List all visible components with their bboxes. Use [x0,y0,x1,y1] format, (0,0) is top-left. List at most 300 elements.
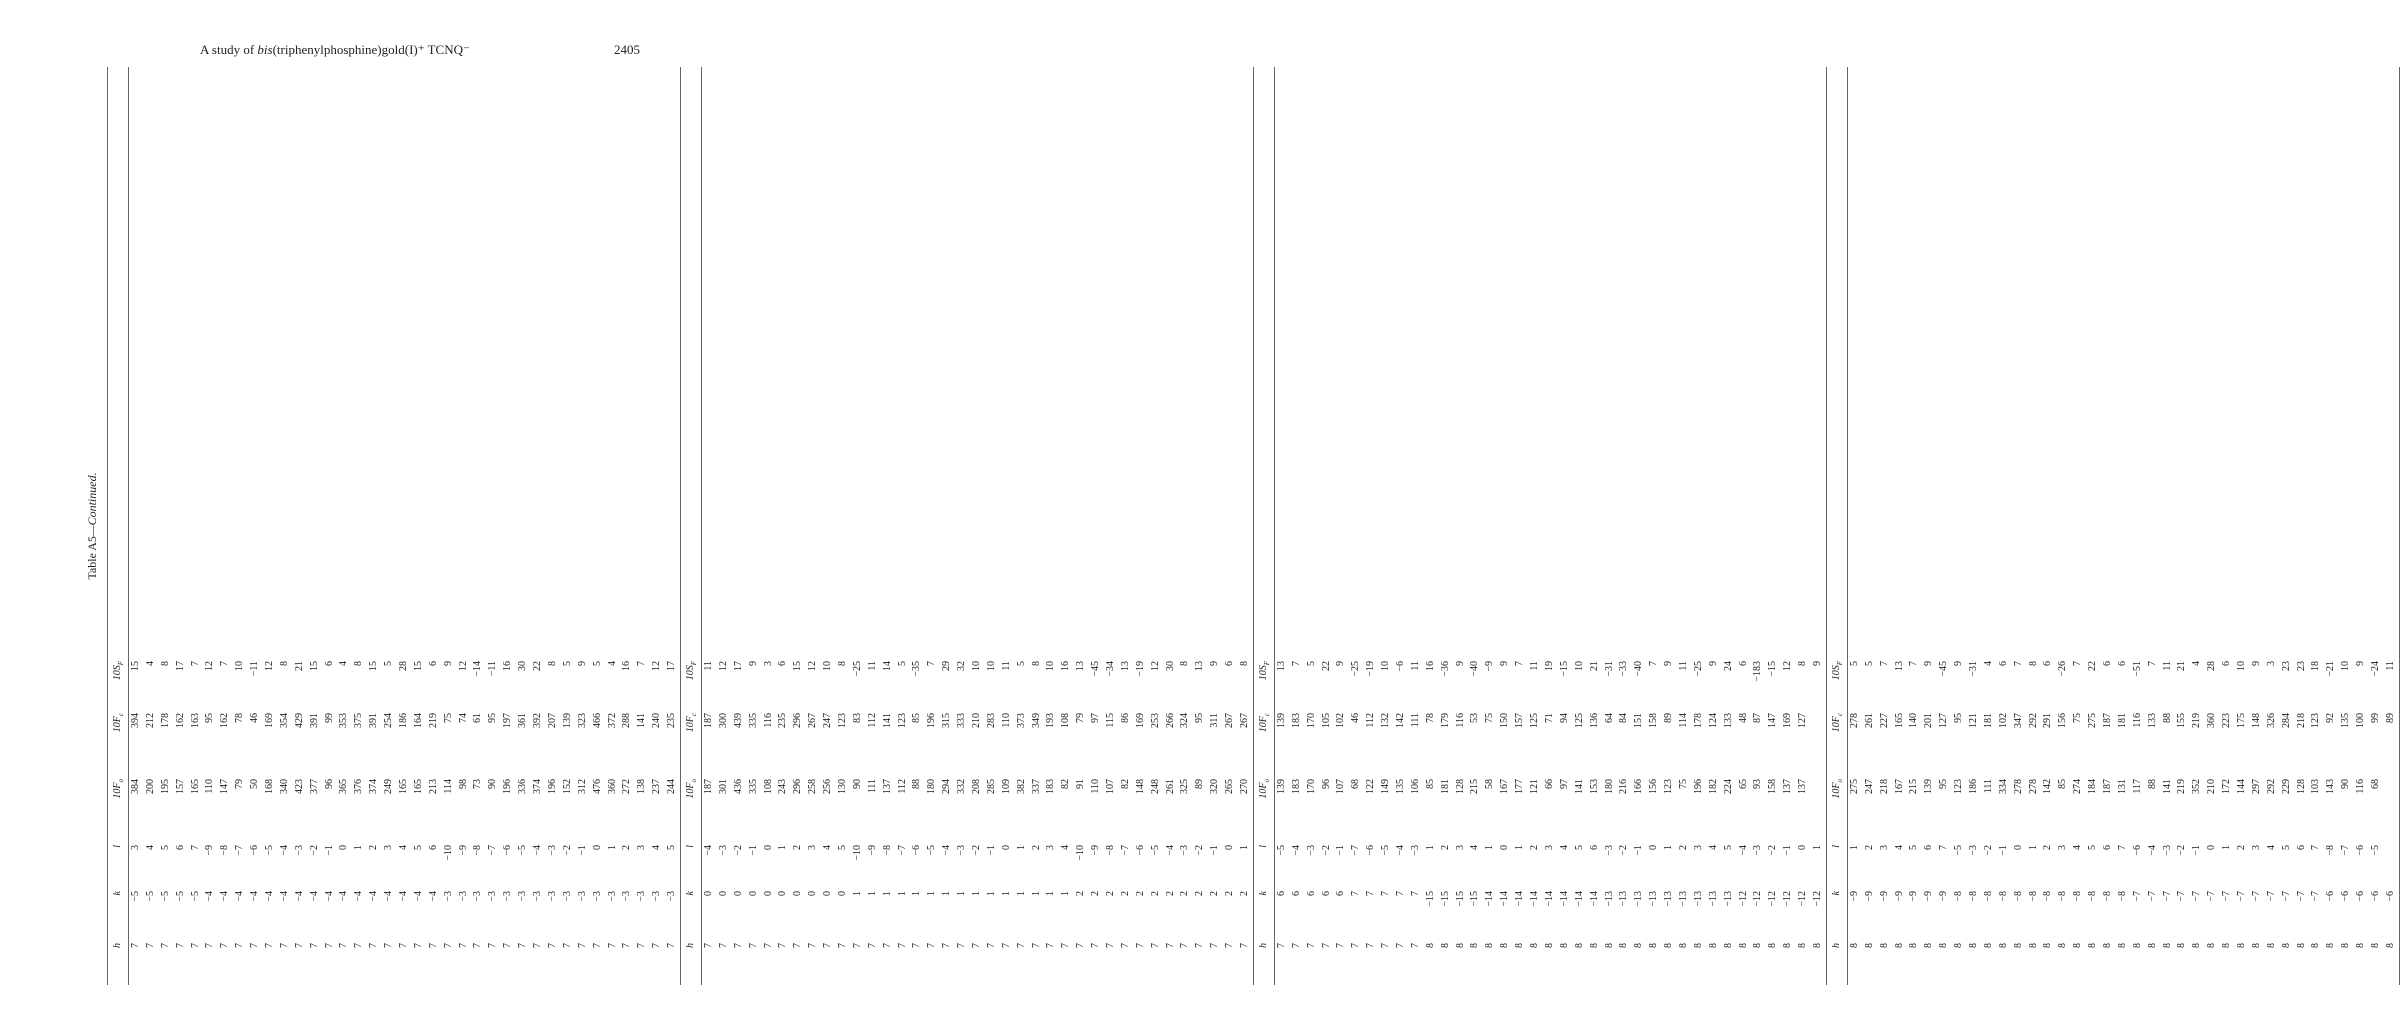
table-cell: −3 [1179,845,1191,856]
table-row [1364,67,1379,985]
table-cell: −4 [383,891,395,902]
table-row [1863,67,1878,985]
table-cell: 283 [985,713,997,728]
table-cell: 5 [1722,845,1734,850]
table-cell: 5 [159,845,171,850]
table-row [881,67,896,985]
table-row [2339,67,2354,985]
table-cell: 315 [941,713,953,728]
table-cell: 0 [717,891,729,896]
table-cell: −4 [278,845,290,856]
table-cell: 157 [174,779,186,794]
table-cell: −5 [1149,845,1161,856]
table-cell: 144 [2236,779,2248,794]
table-cell: 4 [1558,845,1570,850]
table-cell: −4 [293,891,305,902]
table-cell: −8 [1105,845,1116,856]
table-cell: 8 [278,661,290,666]
table-cell: 8 [1737,943,1749,948]
table-cell: 8 [2384,943,2396,948]
table-cell: 177 [1514,779,1526,794]
table-cell: 8 [2042,943,2054,948]
table-cell: −7 [2250,891,2262,902]
table-cell: 7 [985,943,997,948]
table-cell: 8 [1603,943,1615,948]
table-cell: 7 [2116,845,2128,850]
table-cell: 30 [1164,661,1176,671]
table-row [717,67,732,985]
column-header: k [112,891,123,896]
table-cell: −9 [1908,891,1920,902]
table-row [851,67,866,985]
table-cell: 7 [264,943,276,948]
table-cell: 0 [747,891,759,896]
table-cell: 116 [1454,713,1466,728]
table-cell: 6 [2116,661,2128,666]
column-header: $10F_c$ [1830,713,1844,733]
table-cell: 391 [368,713,380,728]
table-cell: 2 [2236,845,2248,850]
table-cell: 115 [1105,713,1116,728]
table-cell: −11 [487,661,499,677]
table-cell: 12 [1149,661,1161,671]
table-cell: 267 [1224,713,1236,728]
table-cell: 375 [353,713,365,728]
table-row [1692,67,1707,985]
table-cell: 30 [517,661,529,671]
table-row [1528,67,1543,985]
table-cell: 9 [747,661,759,666]
table-cell [2384,777,2399,843]
table-cell: 61 [472,713,484,723]
table-cell: 127 [1938,713,1950,728]
table-block [1253,67,1826,985]
table-cell: 138 [636,779,648,794]
table-cell: 5 [2280,845,2292,850]
table-cell: 75 [1484,713,1496,723]
table-cell: 0 [732,891,744,896]
table-cell: −3 [1603,845,1615,856]
table-cell: 6 [1737,661,1749,666]
table-row [866,67,881,985]
table-cell: −6 [502,845,514,856]
table-cell: −3 [1305,845,1317,856]
table-cell: 97 [1090,713,1102,723]
table-cell: 334 [1997,779,2009,794]
table-cell: 1 [896,891,908,896]
table-cell: 240 [651,713,663,728]
table-cell: 136 [1588,713,1600,728]
table-cell: −7 [487,845,499,856]
table-cell: 7 [472,943,484,948]
table-cell: 7 [398,943,410,948]
table-cell: 148 [2250,713,2262,728]
table-cell: 7 [1060,943,1072,948]
table-cell: 78 [234,713,246,723]
table-cell: 6 [1305,891,1317,896]
table-cell: 139 [1275,713,1287,728]
table-row [1015,67,1030,985]
table-cell: 125 [1573,713,1585,728]
column-header: $10S_F$ [1830,661,1844,681]
table-cell: 201 [1923,713,1935,728]
table-cell: 300 [717,713,729,728]
table-cell: 193 [1045,713,1057,728]
table-cell: −12 [1752,891,1764,907]
table-cell: 8 [1923,943,1935,948]
table-row [2220,67,2235,985]
table-cell: −2 [732,845,744,856]
table-cell: 93 [1752,779,1764,789]
table-cell: 2 [1075,891,1087,896]
table-cell: 294 [941,779,953,794]
table-cell: −2 [1194,845,1206,856]
table-cell: 7 [1320,943,1332,948]
table-cell: 12 [651,661,663,671]
table-cell: −25 [1692,661,1704,677]
table-cell: 333 [956,713,968,728]
table-cell: 7 [383,943,395,948]
table-cell: 0 [762,891,774,896]
table-cell: 142 [2042,779,2054,794]
table-cell: 320 [1209,779,1221,794]
table-cell: 178 [159,713,171,728]
table-cell: 8 [1692,943,1704,948]
table-cell: 132 [1380,713,1392,728]
table-cell: 1 [1060,891,1072,896]
table-cell: 125 [1529,713,1541,728]
table-row [1193,67,1208,985]
table-row [776,67,791,985]
table-cell: 3 [807,845,819,850]
table-row [2071,67,2086,985]
table-row [1320,67,1335,985]
table-cell: 181 [2116,713,2128,728]
table-cell: 7 [1878,661,1890,666]
table-cell: 8 [1797,943,1809,948]
table-cell: 332 [956,779,968,794]
table-cell: 1 [1848,845,1860,850]
table-row [1134,67,1149,985]
table-cell: 7 [427,943,439,948]
table-cell: 5 [1848,661,1860,666]
table-cell: 180 [926,779,938,794]
table-row [293,67,308,985]
table-cell: 216 [1618,779,1630,794]
table-cell: −8 [2102,891,2113,902]
table-cell: 7 [747,943,759,948]
table-cell: 91 [1075,779,1087,789]
table-cell: 4 [822,845,834,850]
table-cell: −2 [308,845,320,856]
table-cell: 7 [1648,661,1660,666]
table-cell: 9 [1454,661,1466,666]
table-cell: 133 [1722,713,1734,728]
table-cell: 3 [2265,661,2277,666]
table-cell: 7 [636,661,648,666]
table-cell: −2 [970,845,982,856]
table-cell: 169 [1782,713,1794,728]
table-cell: 139 [1923,779,1935,794]
table-cell: −6 [249,845,261,856]
table-row [1334,67,1349,985]
table-cell: 112 [1365,713,1377,728]
table-row [352,67,367,985]
column-header: l [1257,845,1269,848]
table-cell: 8 [1663,943,1675,948]
table-cell: 11 [1677,661,1689,671]
table-cell: 256 [822,779,834,794]
table-cell: 4 [2265,845,2277,850]
table-body [107,67,2396,985]
table-cell: 140 [1908,713,1920,728]
table-cell: −4 [338,891,350,902]
table-cell: 8 [1499,943,1511,948]
column-header: h [684,943,696,948]
table-cell: 157 [1514,713,1526,728]
running-title: A study of bis(triphenylphosphine)gold(I)⁺ TCNQ⁻ [200,42,470,57]
table-cell: 17 [174,661,186,671]
table-cell: 4 [1707,845,1719,850]
table-row [1223,67,1238,985]
table-cell: 7 [2310,845,2322,850]
table-cell: 12 [264,661,276,671]
table-cell: 96 [1320,779,1332,789]
table-cell: 68 [2370,779,2382,789]
table-cell: 6 [2042,661,2054,666]
table-cell: 394 [130,713,141,728]
table-cell: 153 [1588,779,1600,794]
table-cell: 8 [2027,943,2039,948]
table-cell: 162 [219,713,231,728]
table-cell: 335 [747,713,759,728]
table-cell: 7 [1335,943,1347,948]
table-cell: 197 [502,713,514,728]
column-header: $10F_c$ [112,713,125,733]
table-cell: −4 [532,845,544,856]
table-cell: −9 [204,845,216,856]
table-cell: −19 [1365,661,1377,677]
table-cell: 151 [1633,713,1645,728]
table-row [486,67,501,985]
table-cell: 10 [1380,661,1392,671]
table-cell: 4 [2191,661,2203,666]
table-cell: −8 [2325,845,2337,856]
table-cell: 112 [866,713,878,728]
table-row [2205,67,2220,985]
table-cell: −5 [2370,845,2382,856]
table-cell: 7 [702,943,714,948]
table-cell: 3 [636,845,648,850]
table-cell: 89 [1194,779,1206,789]
table-cell: −1 [985,845,997,856]
table-cell: 102 [1335,713,1347,728]
table-row [1543,67,1558,985]
table-cell: 95 [204,713,216,723]
table-cell: 2 [1090,891,1102,896]
table-block [1826,67,2400,985]
table-cell: 6 [1997,661,2009,666]
table-cell: −13 [1648,891,1660,907]
table-cell: 186 [398,713,410,728]
table-cell: 8 [1863,943,1875,948]
table-cell: 1 [1015,845,1027,850]
table-cell: 7 [717,943,729,948]
table-cell: 266 [1164,713,1176,728]
table-cell: −2 [1982,845,1994,856]
table-cell: 8 [2131,943,2143,948]
table-cell: 210 [970,713,982,728]
table-cell: 7 [822,943,834,948]
table-cell: 11 [866,661,878,671]
table-cell: 165 [398,779,410,794]
table-cell: −51 [2131,661,2143,677]
table-row [159,67,174,985]
table-cell: −7 [2310,891,2322,902]
table-cell: 244 [666,779,678,794]
table-row [1573,67,1588,985]
table-cell: 5 [666,845,678,850]
table-cell: 135 [1395,779,1407,794]
table-cell: 95 [1194,713,1206,723]
table-cell: 288 [621,713,633,728]
table-cell: −4 [308,891,320,902]
table-cell: −14 [1543,891,1555,907]
table-cell: −14 [1558,891,1570,907]
table-cell: 12 [204,661,216,671]
table-cell: −15 [1558,661,1570,677]
table-cell: 8 [2370,943,2382,948]
table-cell: 392 [532,713,544,728]
table-cell: 24 [1722,661,1734,671]
table-row [665,67,680,985]
table-cell: 181 [1439,779,1451,794]
table-cell: 2 [1164,891,1176,896]
table-cell: −3 [561,891,573,902]
table-cell: −8 [1997,891,2009,902]
table-cell: 89 [1663,713,1675,723]
table-cell: −6 [1365,845,1377,856]
table-row [1677,67,1692,985]
table-cell: 168 [264,779,276,794]
table-cell: 8 [2116,943,2128,948]
table-cell: 10 [970,661,982,671]
table-cell: 4 [144,661,156,666]
table-cell: 90 [851,779,863,789]
table-cell: 22 [2087,661,2099,671]
table-cell: −4 [2146,845,2158,856]
table-cell: 1 [985,891,997,896]
table-cell: 15 [792,661,804,671]
table-row [1074,67,1089,985]
table-row [2235,67,2250,985]
table-cell: 213 [427,779,439,794]
table-cell: 99 [2370,713,2382,723]
table-cell: 8 [159,661,171,666]
table-row [576,67,591,985]
table-cell: −8 [1967,891,1979,902]
table-cell: 6 [1320,891,1332,896]
table-cell: 98 [457,779,469,789]
table-cell: −3 [487,891,499,902]
column-header-row [1827,67,1848,985]
table-cell: 64 [1603,713,1615,723]
table-cell: 107 [1335,779,1347,794]
table-cell: −13 [1633,891,1645,907]
table-cell: 16 [1060,661,1072,671]
table-row [531,67,546,985]
table-cell: 248 [1149,779,1161,794]
table-cell: 150 [1499,713,1511,728]
table-cell: 128 [2295,779,2307,794]
table-cell: 75 [2072,713,2084,723]
table-cell: 5 [1573,845,1585,850]
table-cell: 133 [2146,713,2158,728]
table-cell: −6 [2325,891,2337,902]
table-cell: 1 [1000,891,1012,896]
table-cell: 227 [1878,713,1890,728]
table-cell: 6 [2102,661,2113,666]
table-row [2384,67,2399,985]
table-cell: 9 [1663,661,1675,666]
table-row [233,67,248,985]
table-cell: 13 [1275,661,1287,671]
table-row [1848,67,1863,985]
table-cell: 8 [1454,943,1466,948]
table-cell: 8 [1752,943,1764,948]
table-cell: 8 [2295,943,2307,948]
table-cell: 1 [777,845,789,850]
table-cell: 6 [2221,661,2233,666]
table-cell: 7 [293,943,305,948]
table-cell: 0 [591,845,603,850]
table-cell: 8 [1967,943,1979,948]
table-cell: −6 [1134,845,1146,856]
table-cell: 10 [822,661,834,671]
table-row [2190,67,2205,985]
table-cell: 7 [1134,943,1146,948]
table-cell: 92 [2325,713,2337,723]
table-cell: 121 [1967,713,1979,728]
table-cell: 195 [159,779,171,794]
table-cell: 3 [1543,845,1555,850]
table-cell: 10 [1045,661,1057,671]
table-cell: 215 [1908,779,1920,794]
table-cell: −7 [896,845,908,856]
table-cell: 7 [1350,943,1362,948]
table-cell: −4 [941,845,953,856]
table-cell: 373 [1015,713,1027,728]
table-cell: 143 [2325,779,2337,794]
table-row [1632,67,1647,985]
table-cell: −14 [1529,891,1541,907]
table-cell: 272 [621,779,633,794]
table-cell: 2 [1105,891,1116,896]
table-cell: 7 [1105,943,1116,948]
table-cell: 1 [606,845,618,850]
table-cell: 261 [1863,713,1875,728]
table-cell: 2 [368,845,380,850]
table-cell: −31 [1603,661,1615,677]
table-cell: 7 [1075,943,1087,948]
table-cell: 235 [666,713,678,728]
table-cell: 372 [606,713,618,728]
table-cell: −25 [1350,661,1362,677]
table-cell: 0 [1499,845,1511,850]
table-cell: −3 [717,845,729,856]
table-cell: 105 [1320,713,1332,728]
table-cell: 0 [702,891,714,896]
